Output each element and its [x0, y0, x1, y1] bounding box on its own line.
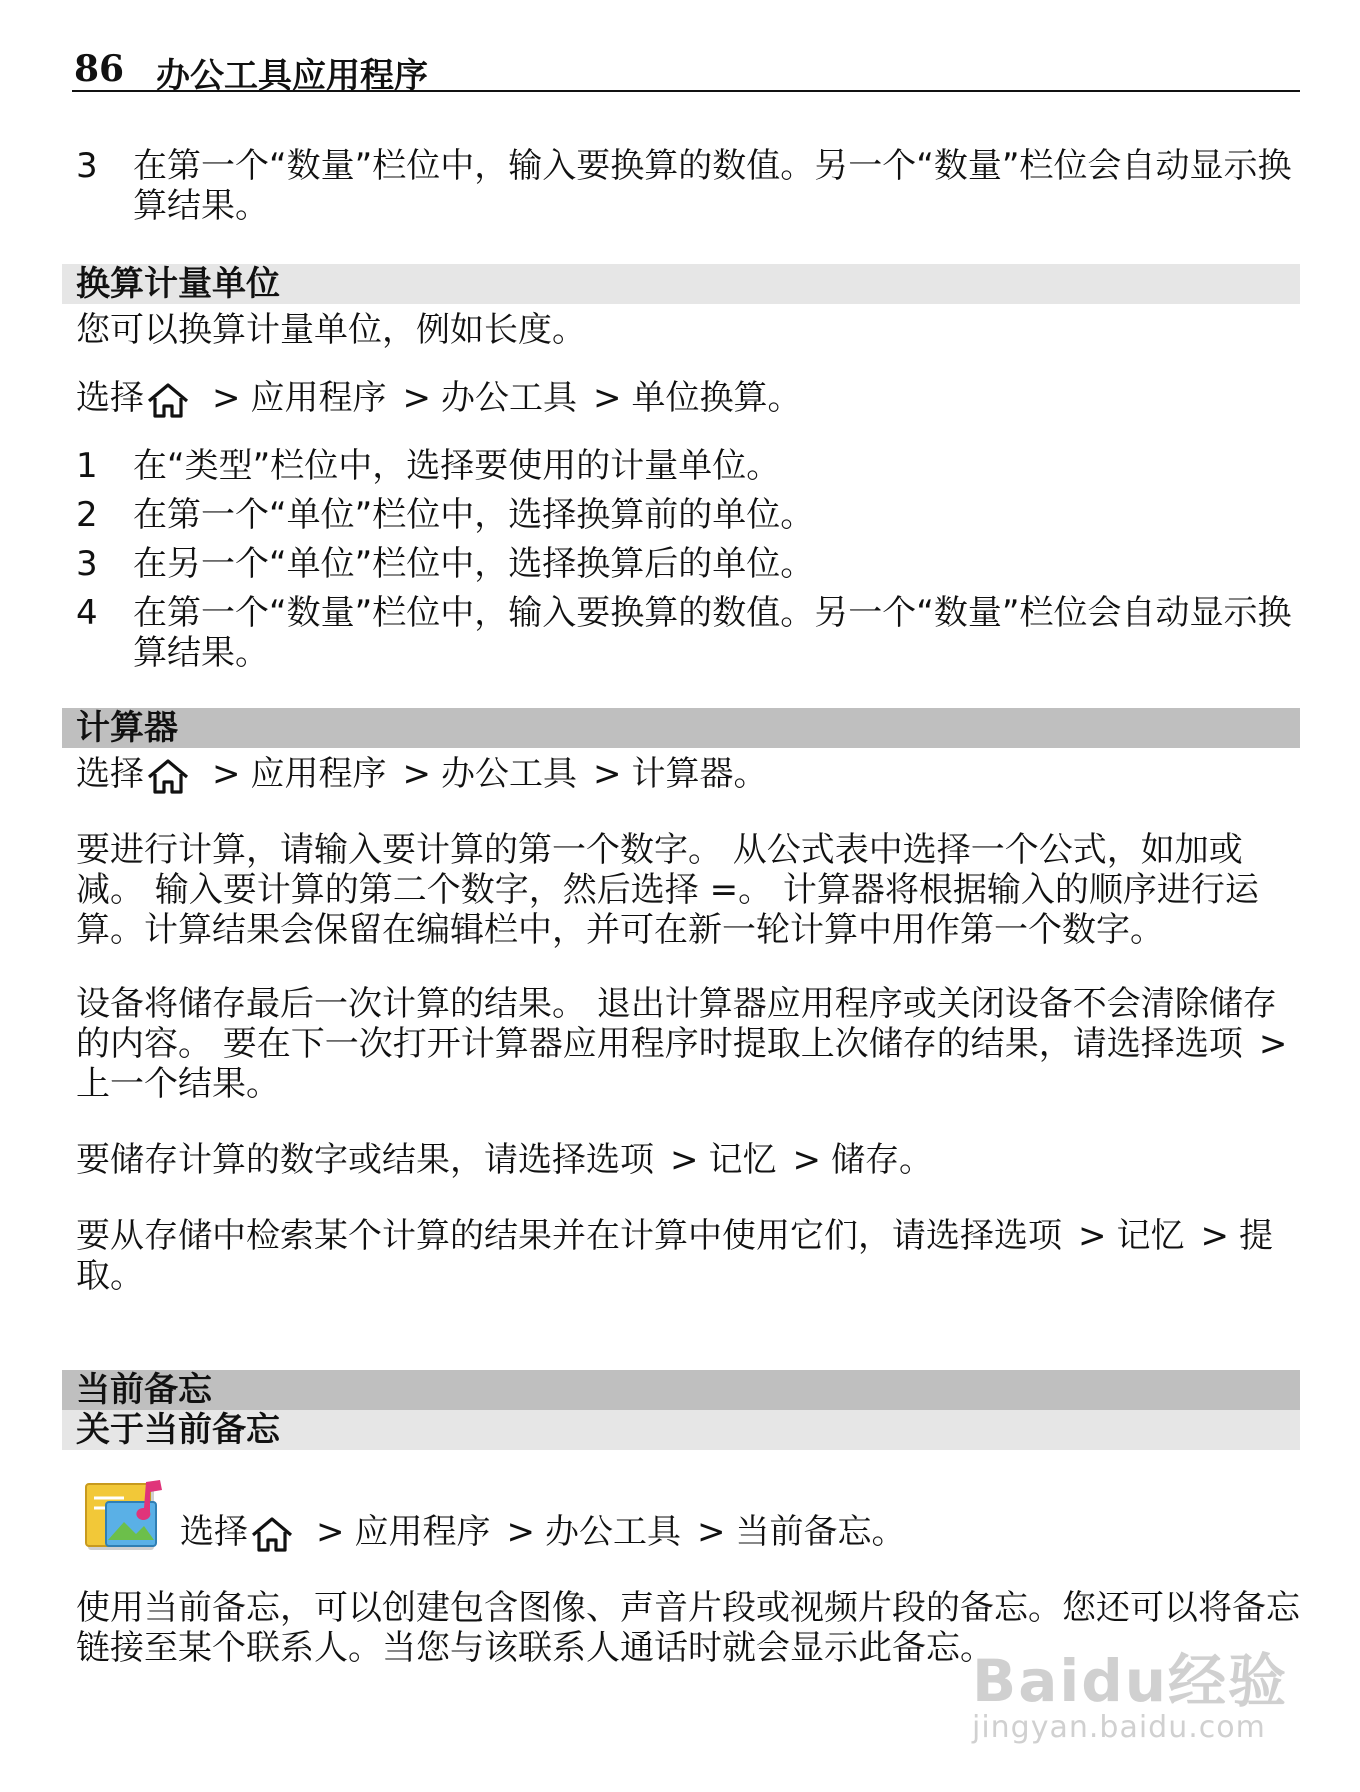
path-prefix: 选择 [180, 1512, 248, 1552]
page-number: 86 [74, 48, 125, 90]
option-save: 储存 [831, 1140, 899, 1180]
menu-path-calculator [76, 754, 768, 795]
home-icon [146, 381, 190, 419]
active-notes-app-icon [84, 1478, 168, 1554]
option-last-result: 上一个结果 [76, 1064, 246, 1104]
path-arrow: > [593, 378, 622, 418]
section-heading-bar [62, 1370, 1300, 1410]
calculator-paragraph-3 [76, 1140, 1306, 1180]
section-title-calculator: 计算器 [76, 708, 178, 748]
path-item-applications: 应用程序 [354, 1512, 491, 1552]
calculator-paragraph-4 [76, 1216, 1306, 1296]
path-item-active-notes: 当前备忘 [735, 1512, 872, 1552]
active-notes-paragraph: 使用当前备忘，可以创建包含图像、声音片段或视频片段的备忘。您还可以将备忘链接至某个联系人。当您与该联系人通话时就会显示此备忘。 [76, 1588, 1300, 1668]
paragraph-end: 。 [110, 1256, 144, 1296]
page-header [72, 48, 1300, 96]
chapter-title: 办公工具应用程序 [156, 56, 428, 96]
path-arrow: > [792, 1140, 821, 1180]
path-arrow: > [697, 1512, 726, 1552]
section-intro: 您可以换算计量单位，例如长度。 [76, 310, 586, 350]
path-item-office: 办公工具 [441, 754, 577, 794]
paragraph-end: 。 [899, 1140, 933, 1180]
path-item-office: 办公工具 [441, 378, 577, 418]
home-icon [250, 1515, 294, 1553]
path-arrow: > [593, 754, 622, 794]
path-end: 。 [733, 754, 768, 794]
path-arrow: > [402, 754, 431, 794]
section-title-active-notes: 当前备忘 [76, 1370, 212, 1410]
step-number: 3 [76, 544, 98, 584]
path-arrow: > [1200, 1216, 1229, 1256]
section-title-unit-converter: 换算计量单位 [76, 264, 280, 304]
step-text: 在另一个“单位”栏位中，选择换算后的单位。 [133, 544, 815, 584]
path-end: 。 [871, 1512, 906, 1552]
path-prefix: 选择 [76, 378, 144, 418]
path-item-converter: 单位换算 [631, 378, 768, 418]
menu-path-active-notes [180, 1512, 906, 1553]
path-arrow: > [506, 1512, 535, 1552]
path-arrow: > [316, 1512, 345, 1552]
path-item-applications: 应用程序 [250, 754, 387, 794]
option-options: 选项 [586, 1140, 654, 1180]
step-number: 2 [76, 495, 98, 535]
path-item-applications: 应用程序 [250, 378, 387, 418]
option-options: 选项 [994, 1216, 1062, 1256]
step-text: 在第一个“数量”栏位中，输入要换算的数值。另一个“数量”栏位会自动显示换算结果。 [133, 146, 1292, 226]
paragraph-text: 要从存储中检索某个计算的结果并在计算中使用它们，请选择 [76, 1216, 994, 1256]
menu-path-unit-converter [76, 378, 802, 419]
option-options: 选项 [1174, 1024, 1243, 1064]
step-text: 在“类型”栏位中，选择要使用的计量单位。 [133, 446, 781, 486]
path-item-calculator: 计算器 [631, 754, 734, 794]
path-arrow: > [670, 1140, 699, 1180]
step-number: 3 [76, 146, 98, 186]
subsection-title-about-active-notes: 关于当前备忘 [76, 1410, 280, 1450]
step-text: 在第一个“单位”栏位中，选择换算前的单位。 [133, 495, 815, 535]
path-end: 。 [767, 378, 802, 418]
option-memory: 记忆 [1116, 1216, 1185, 1256]
paragraph-text: 设备将储存最后一次计算的结果。 退出计算器应用程序或关闭设备不会清除储存的内容。 要在下一次打开计算器应用程序时提取上次储存的结果，请选择 [76, 984, 1277, 1064]
path-arrow: > [1078, 1216, 1107, 1256]
path-arrow: > [212, 378, 241, 418]
path-arrow: > [212, 754, 241, 794]
path-arrow: > [402, 378, 431, 418]
paragraph-end: 。 [246, 1064, 280, 1104]
section-heading-bar [62, 708, 1300, 748]
step-number: 1 [76, 446, 98, 486]
step-text: 在第一个“数量”栏位中，输入要换算的数值。另一个“数量”栏位会自动显示换算结果。 [133, 593, 1292, 673]
path-item-office: 办公工具 [545, 1512, 681, 1552]
calculator-paragraph-1: 要进行计算，请输入要计算的第一个数字。 从公式表中选择一个公式，如加或减。 输入要计算的第二个数字，然后选择 =。 计算器将根据输入的顺序进行运算。计算结果会保留在编辑栏中，并可在新一轮计算中用作第一个数字。 [76, 830, 1259, 950]
paragraph-text: 要储存计算的数字或结果，请选择 [76, 1140, 586, 1180]
section-heading-bar [62, 264, 1300, 304]
path-arrow: > [1258, 1024, 1288, 1064]
baidu-watermark-url: jingyan.baidu.com [972, 1710, 1266, 1745]
subsection-heading-bar [62, 1410, 1300, 1450]
baidu-watermark-logo: Baidu经验 [972, 1647, 1289, 1715]
calculator-paragraph-2 [76, 984, 1306, 1104]
path-prefix: 选择 [76, 754, 144, 794]
step-number: 4 [76, 593, 98, 633]
option-retrieve: 提取 [76, 1216, 1273, 1296]
home-icon [146, 757, 190, 795]
option-memory: 记忆 [708, 1140, 777, 1180]
